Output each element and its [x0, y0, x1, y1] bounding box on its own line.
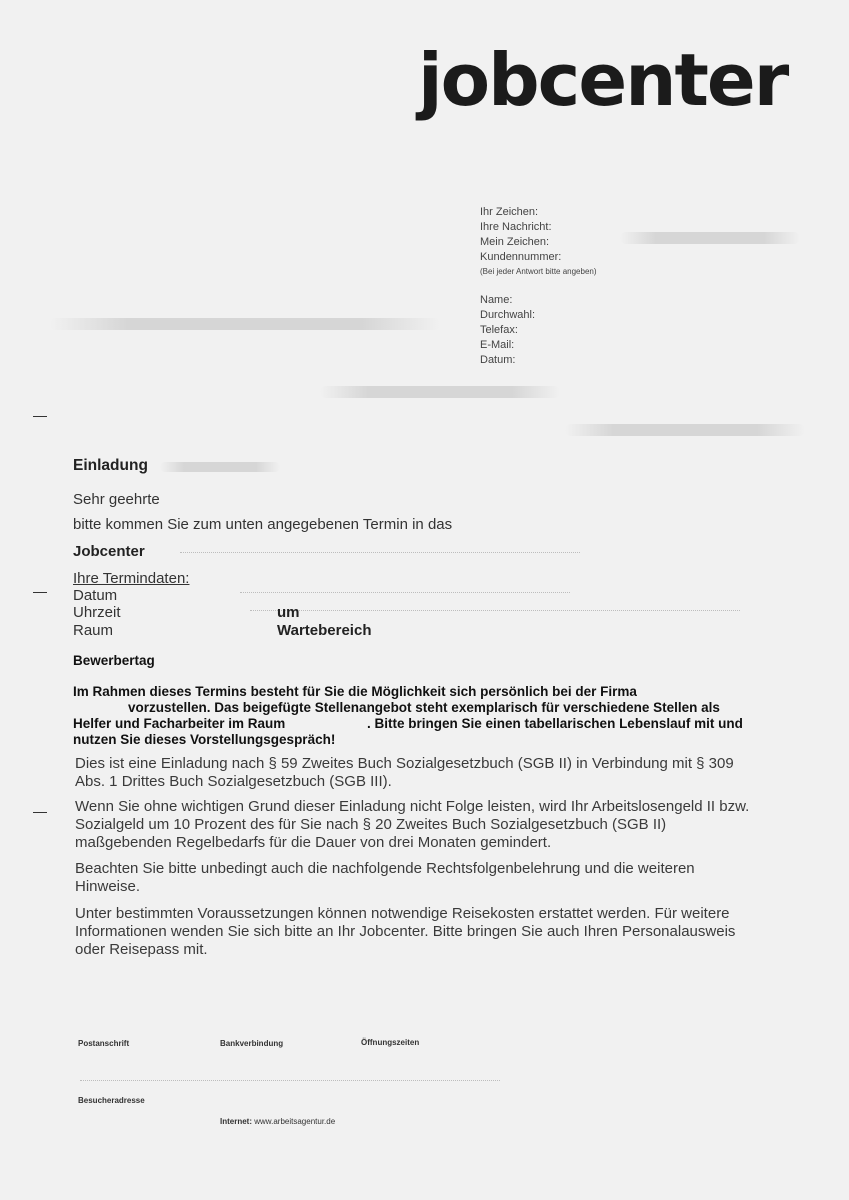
- para-notice-line: Beachten Sie bitte unbedingt auch die nachfolgende Rechtsfolgenbelehrung und die weiteren: [75, 860, 695, 877]
- footer-internet-url[interactable]: www.arbeitsagentur.de: [254, 1117, 336, 1126]
- footer-besucheradresse: Besucheradresse: [78, 1096, 145, 1105]
- bold-line-4: nutzen Sie dieses Vorstellungsgespräch!: [73, 732, 336, 747]
- para-travel: [75, 905, 795, 959]
- ref-kundennummer: Kundennummer:: [480, 251, 562, 263]
- uhrzeit-value: um: [277, 604, 300, 621]
- redaction-smudge: [565, 424, 805, 436]
- redaction-smudge: [50, 318, 440, 330]
- para-sanction-line: Sozialgeld um 10 Prozent des für Sie nach § 20 Zweites Buch Sozialgesetzbuch (SGB II): [75, 816, 667, 833]
- footer-internet-label: Internet:: [220, 1117, 252, 1126]
- para-notice: [75, 860, 795, 896]
- fold-mark: [33, 812, 47, 813]
- para-legal-line: Abs. 1 Drittes Buch Sozialgesetzbuch (SGB III).: [75, 773, 392, 790]
- bold-line-3b: . Bitte bringen Sie einen tabellarischen Lebenslauf mit und: [367, 716, 743, 731]
- fill-line: [250, 610, 740, 611]
- fold-mark: [33, 416, 47, 417]
- bold-line-2: vorzustellen. Das beigefügte Stellenangebot steht exemplarisch für verschiedene Stellen als: [128, 700, 720, 715]
- ref-ihr-zeichen: Ihr Zeichen:: [480, 206, 539, 218]
- para-travel-line: Informationen wenden Sie sich bitte an Ihr Jobcenter. Bitte bringen Sie auch Ihren Personalausweis: [75, 923, 736, 940]
- raum-label: Raum: [73, 622, 114, 639]
- ref-name: Name:: [480, 294, 513, 306]
- raum-value: Wartebereich: [277, 622, 372, 639]
- datum-label: Datum: [73, 587, 118, 604]
- footer-internet: [220, 1117, 335, 1126]
- ref-telefax: Telefax:: [480, 324, 518, 336]
- ref-durchwahl: Durchwahl:: [480, 309, 536, 321]
- redaction-smudge: [160, 462, 280, 472]
- jobcenter-logo: jobcenter: [418, 38, 788, 122]
- para-travel-line: Unter bestimmten Voraussetzungen können notwendige Reisekosten erstattet werden. Für weitere: [75, 905, 730, 922]
- footer-bankverbindung: Bankverbindung: [220, 1039, 284, 1048]
- footer-postanschrift: Postanschrift: [78, 1039, 130, 1048]
- fill-line: [80, 1080, 500, 1081]
- para-sanction: [75, 798, 795, 852]
- redaction-smudge: [320, 386, 560, 398]
- ref-kundennummer-note: (Bei jeder Antwort bitte angeben): [480, 267, 597, 276]
- event-heading: Bewerbertag: [73, 653, 155, 668]
- office-name: Jobcenter: [73, 543, 145, 560]
- fill-line: [240, 592, 570, 593]
- para-legal: [75, 755, 795, 791]
- bold-line-1: Im Rahmen dieses Termins besteht für Sie die Möglichkeit sich persönlich bei der Firma: [73, 684, 637, 699]
- ref-ihre-nachricht: Ihre Nachricht:: [480, 221, 552, 233]
- fill-line: [180, 552, 580, 553]
- para-notice-line: Hinweise.: [75, 878, 141, 895]
- redaction-smudge: [620, 232, 800, 244]
- bold-line-3a: Helfer und Facharbeiter im Raum: [73, 716, 286, 731]
- fold-mark: [33, 592, 47, 593]
- para-legal-line: Dies ist eine Einladung nach § 59 Zweites Buch Sozialgesetzbuch (SGB II) in Verbindung mit § 309: [75, 755, 734, 772]
- para-sanction-line: maßgebenden Regelbedarfs für die Dauer von drei Monaten gemindert.: [75, 834, 552, 851]
- intro-line: bitte kommen Sie zum unten angegebenen Termin in das: [73, 516, 453, 533]
- termin-heading: Ihre Termindaten:: [73, 570, 190, 587]
- footer-oeffnungszeiten: Öffnungszeiten: [361, 1038, 420, 1047]
- para-sanction-line: Wenn Sie ohne wichtigen Grund dieser Einladung nicht Folge leisten, wird Ihr Arbeitslosengeld II bzw.: [75, 798, 750, 815]
- uhrzeit-label: Uhrzeit: [73, 604, 121, 621]
- ref-mein-zeichen: Mein Zeichen:: [480, 236, 550, 248]
- salutation: Sehr geehrte: [73, 491, 160, 508]
- para-travel-line: oder Reisepass mit.: [75, 941, 208, 958]
- letter-heading: Einladung: [73, 457, 148, 474]
- ref-datum: Datum:: [480, 354, 516, 366]
- ref-email: E-Mail:: [480, 339, 515, 351]
